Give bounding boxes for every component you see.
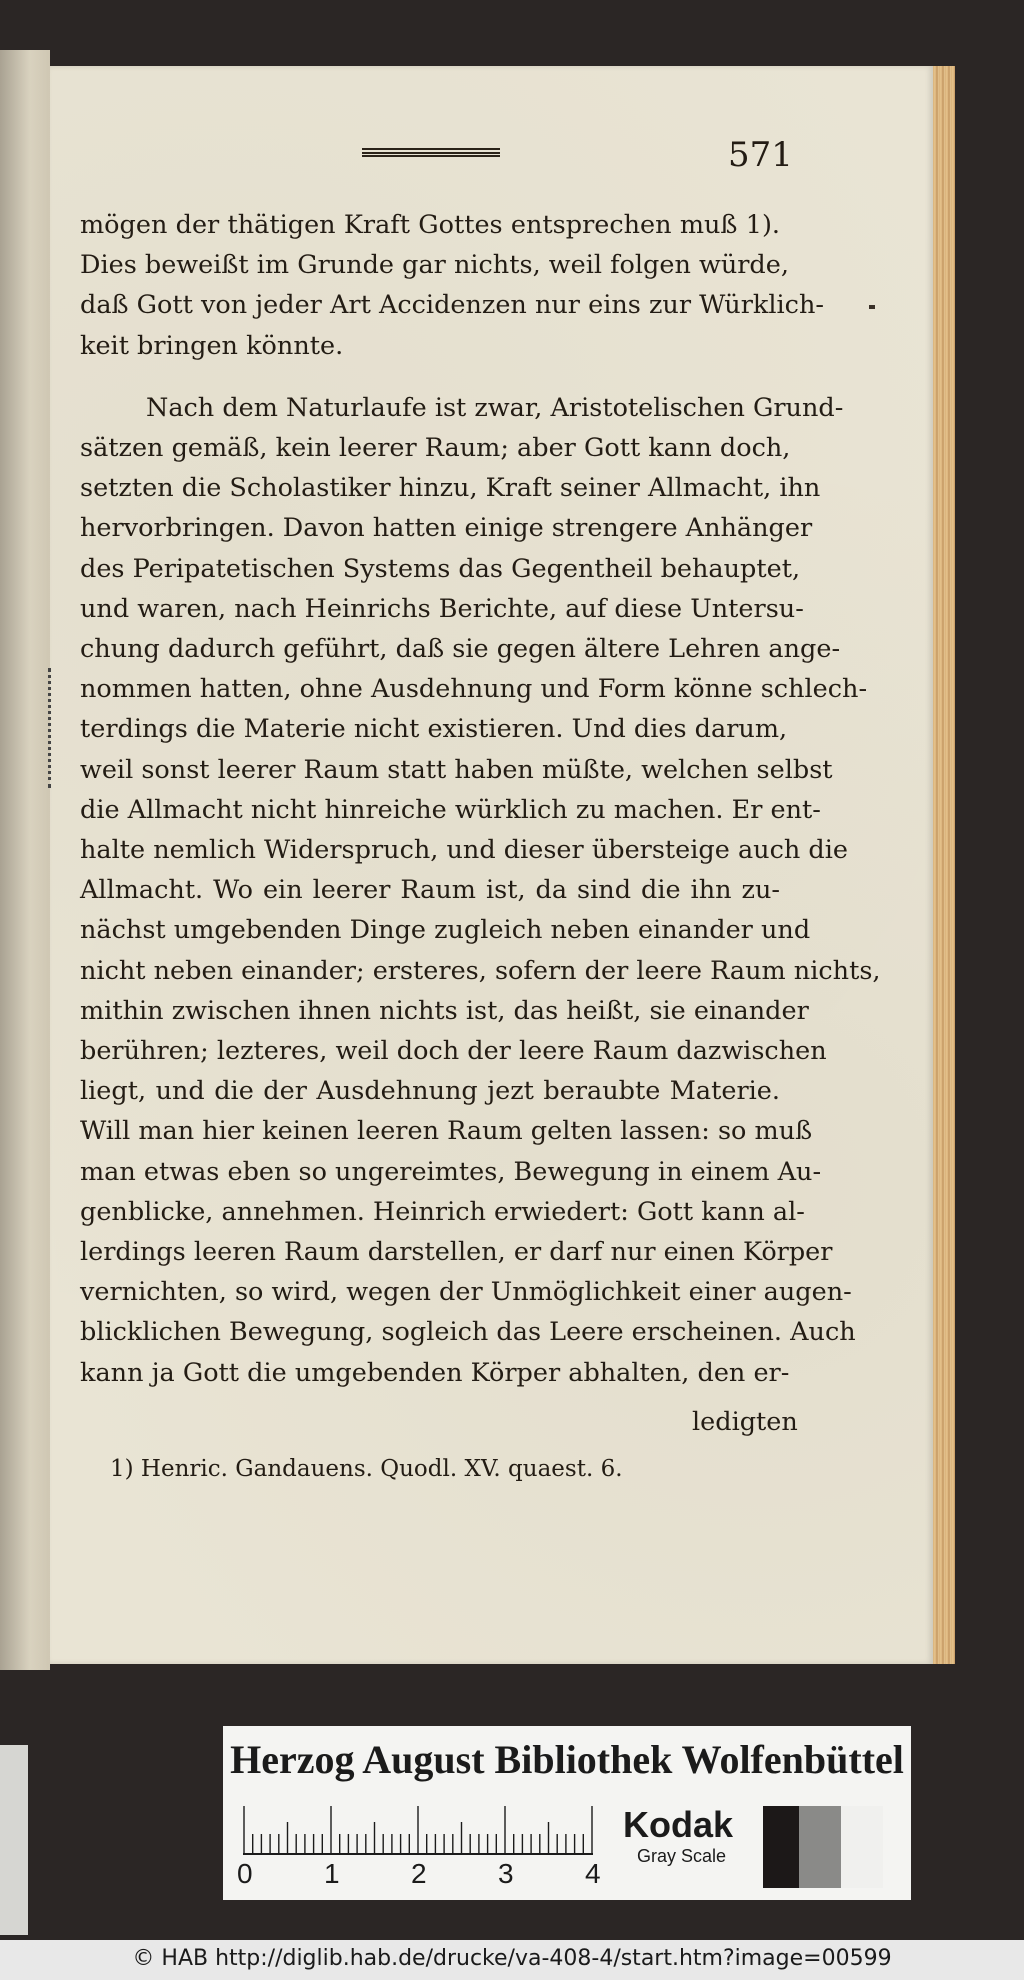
gray-swatch <box>841 1806 883 1888</box>
text-line: chung dadurch geführt, daß sie gegen ältere Lehren ange- <box>80 634 841 664</box>
text-line: terdings die Materie nicht existieren. Und dies darum, <box>80 714 788 745</box>
text-line: kann ja Gott die umgebenden Körper abhalten, den er- <box>80 1357 790 1388</box>
text-line: setzten die Scholastiker hinzu, Kraft seiner Allmacht, ihn <box>80 473 821 504</box>
text-line: mithin zwischen ihnen nichts ist, das heißt, sie einander <box>80 995 809 1026</box>
ruler-number: 1 <box>324 1858 340 1889</box>
catchword: ledigten <box>692 1407 798 1437</box>
text-line: lerdings leeren Raum darstellen, er darf nur einen Körper <box>80 1237 833 1267</box>
text-line: vernichten, so wird, wegen der Unmöglichkeit einer augen- <box>80 1277 852 1308</box>
footnote: 1) Henric. Gandauens. Quodl. XV. quaest. 6. <box>110 1456 623 1482</box>
text-line: genblicke, annehmen. Heinrich erwiedert: Gott kann al- <box>80 1196 805 1227</box>
ruler-number: 3 <box>498 1858 514 1889</box>
text-line: mögen der thätigen Kraft Gottes entsprechen muß 1). <box>80 210 780 240</box>
ruler <box>243 1806 595 1856</box>
text-line: nommen hatten, ohne Ausdehnung und Form könne schlech- <box>80 674 868 705</box>
text-line: man etwas eben so ungereimtes, Bewegung in einem Au- <box>80 1156 822 1187</box>
gray-swatch <box>799 1806 841 1888</box>
text-line: hervorbringen. Davon hatten einige strengere Anhänger <box>80 513 813 544</box>
text-line: nächst umgebenden Dinge zugleich neben einander und <box>80 915 811 946</box>
margin-mark <box>48 668 54 788</box>
text-line: daß Gott von jeder Art Accidenzen nur eins zur Würklich- <box>80 290 824 321</box>
text-line: Allmacht. Wo ein leerer Raum ist, da sind die ihn zu- <box>80 875 780 906</box>
ruler-number: 4 <box>585 1858 601 1889</box>
text-line: und waren, nach Heinrichs Berichte, auf diese Untersu- <box>80 593 804 624</box>
page-number: 571 <box>728 135 793 175</box>
gray-swatch <box>763 1806 799 1888</box>
text-line: blicklichen Bewegung, sogleich das Leere erscheinen. Auch <box>80 1317 856 1348</box>
page-fore-edge <box>933 66 955 1664</box>
footer-bar <box>0 1940 1024 1980</box>
text-line: berühren; lezteres, weil doch der leere Raum dazwischen <box>80 1036 827 1066</box>
copyright-link[interactable]: © HAB http://diglib.hab.de/drucke/va-408-4/start.htm?image=00599 <box>132 1946 892 1971</box>
header-rule <box>362 148 500 157</box>
ruler-numbers <box>237 1858 617 1888</box>
ruler-number: 2 <box>411 1858 427 1889</box>
text-line: halte nemlich Widerspruch, und dieser übersteige auch die <box>80 835 848 865</box>
text-line: sätzen gemäß, kein leerer Raum; aber Gott kann doch, <box>80 433 791 463</box>
kodak-logo: Kodak <box>623 1804 734 1845</box>
library-name: Herzog August Bibliothek Wolfenbüttel <box>230 1737 904 1782</box>
facing-page-edge <box>0 50 50 1670</box>
text-line: des Peripatetischen Systems das Gegentheil behauptet, <box>80 553 801 584</box>
text-line: Dies beweißt im Grunde gar nichts, weil folgen würde, <box>80 250 789 281</box>
text-line: keit bringen könnte. <box>80 330 344 361</box>
ruler-number: 0 <box>237 1858 253 1889</box>
text-line: weil sonst leerer Raum statt haben müßte, welchen selbst <box>80 754 833 785</box>
text-line: Nach dem Naturlaufe ist zwar, Aristotelischen Grund- <box>146 392 844 423</box>
text-line: nicht neben einander; ersteres, sofern der leere Raum nichts, <box>80 955 881 986</box>
facing-page-tab <box>0 1745 28 1935</box>
ruler-ticks <box>243 1806 595 1856</box>
ink-speck <box>869 305 875 309</box>
gray-scale-label: Gray Scale <box>637 1846 727 1866</box>
color-scale-target <box>223 1726 911 1900</box>
text-line: Will man hier keinen leeren Raum gelten lassen: so muß <box>80 1116 813 1147</box>
text-line: die Allmacht nicht hinreiche würklich zu machen. Er ent- <box>80 794 821 825</box>
text-line: liegt, und die der Ausdehnung jezt beraubte Materie. <box>80 1076 780 1107</box>
